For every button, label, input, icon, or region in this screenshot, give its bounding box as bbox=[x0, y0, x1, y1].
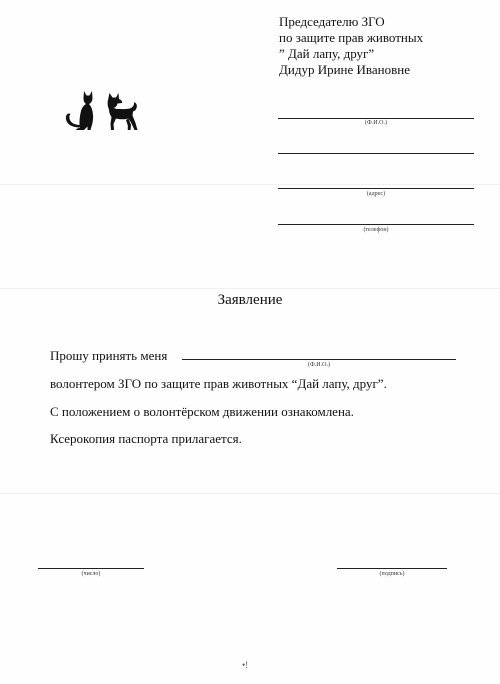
scan-fold-line bbox=[0, 493, 500, 494]
signature-caption: (подпись) bbox=[379, 571, 405, 577]
cat-dog-logo-icon bbox=[54, 88, 144, 132]
addressee-line: Председателю ЗГО bbox=[279, 14, 385, 29]
document-title: Заявление bbox=[217, 292, 283, 308]
scan-fold-line bbox=[0, 184, 500, 185]
page-mark: •! bbox=[242, 660, 249, 670]
scan-fold-line bbox=[0, 288, 500, 289]
date-line bbox=[38, 568, 144, 569]
sender-name-line bbox=[278, 118, 474, 119]
applicant-name-line bbox=[182, 359, 456, 360]
body-line-regulations: С положением о волонтёрском движении ознакомлена. bbox=[50, 404, 354, 419]
sender-address-line bbox=[278, 188, 474, 189]
sender-name-caption: (Ф.И.О.) bbox=[365, 120, 387, 126]
sender-address-caption: (адрес) bbox=[366, 191, 386, 197]
sender-phone-caption: (телефон) bbox=[363, 227, 389, 233]
sender-name-line-2 bbox=[278, 153, 474, 154]
body-line-volunteer: волонтером ЗГО по защите прав животных “Дай лапу, друг”. bbox=[50, 376, 387, 391]
applicant-name-caption: (Ф.И.О.) bbox=[308, 362, 330, 368]
sender-phone-line bbox=[278, 224, 474, 225]
date-caption: (число) bbox=[81, 571, 101, 577]
addressee-line: по защите прав животных bbox=[279, 30, 424, 45]
signature-line bbox=[337, 568, 447, 569]
dog-silhouette-icon bbox=[108, 93, 138, 130]
addressee-line: ” Дай лапу, друг” bbox=[279, 46, 375, 61]
body-line-passport: Ксерокопия паспорта прилагается. bbox=[50, 431, 242, 446]
addressee-block bbox=[279, 14, 423, 78]
cat-silhouette-icon bbox=[66, 91, 93, 130]
body-line-request: Прошу принять меня bbox=[50, 348, 168, 363]
addressee-line: Дидур Ирине Ивановне bbox=[279, 62, 410, 77]
